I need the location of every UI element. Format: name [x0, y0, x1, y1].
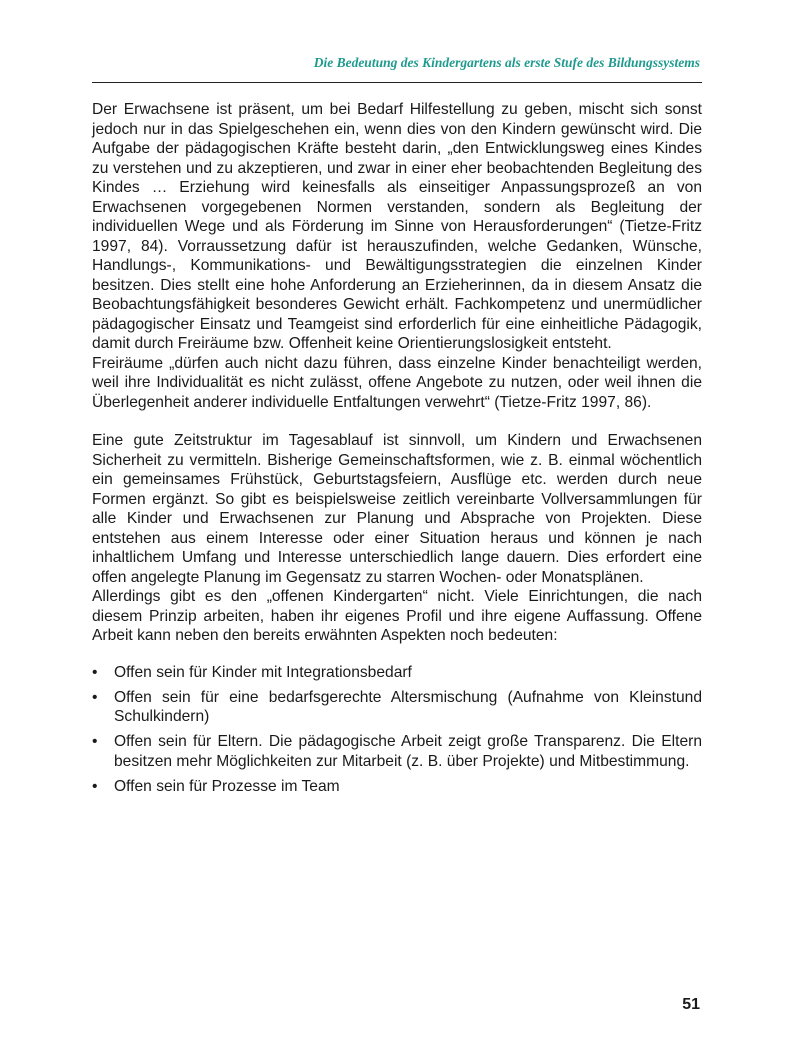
page-number: 51 — [682, 996, 700, 1013]
list-item-text: Offen sein für Eltern. Die pädagogische Arbeit zeigt große Transparenz. Die Eltern besitzen mehr Möglichkeiten zur Mitarbeit (z. B. über Projekte) und Mitbestimmung. — [114, 733, 702, 770]
paragraph: Freiräume „dürfen auch nicht dazu führen, dass einzelne Kinder benachteiligt werden, weil ihre Individualität es nicht zulässt, offene Angebote zu nutzen, oder weil ihnen die Überlegenheit anderer individuelle Entfaltungen verwehrt“ (Tietze-Fritz 1997, 86). — [92, 354, 702, 411]
paragraph: Allerdings gibt es den „offenen Kindergarten“ nicht. Viele Einrichtungen, die nach diesem Prinzip arbeiten, haben ihr eigenes Profil und ihre eigene Auffassung. Offene Arbeit kann neben den bereits erwähnten Aspekten noch bedeuten: — [92, 588, 702, 644]
bullet-icon: • — [92, 733, 98, 750]
main-text — [92, 100, 702, 802]
paragraph: Der Erwachsene ist präsent, um bei Bedarf Hilfestellung zu geben, mischt sich sonst jedoch nur in das Spielgeschehen ein, wenn dies von den Kindern gewünscht wird. Die Aufgabe der pädagogischen Kräfte besteht darin, „den Entwicklungsweg eines Kindes zu verstehen und zu akzeptieren, und zwar in einer eher beobachtenden Begleitung des Kindes … Erziehung wird keinesfalls als einseitiger Anpassungsprozeß an von Erwachsenen vorgegebenen Normen verstanden, sondern als Begleitung der individuellen Wege und als Förderung im Sinne von Herausforderungen“ (Tietze-Fritz 1997, 84). Vorraussetzung dafür ist herauszufinden, welche Gedanken, Wünsche, Handlungs-, Kommunikations- und Bewältigungsstrategien die einzelnen Kinder besitzen. Dies stellt eine hohe Anforderung an Erzieherinnen, da in diesem Ansatz die Beobachtungsfähigkeit besonderes Gewicht erhält. Fachkompetenz und unermüdlicher pädagogischer Einsatz und Teamgeist sind erforderlich für eine einheitliche Pädagogik, damit durch Freiräume bzw. Offenheit keine Orientierungslosigkeit entsteht. — [92, 101, 702, 352]
list-item-text: Offen sein für Kinder mit Integrationsbedarf — [114, 663, 412, 681]
header-divider — [92, 82, 702, 83]
running-header-title: Die Bedeutung des Kindergartens als erste Stufe des Bildungssystems — [313, 55, 700, 70]
list-item — [92, 663, 702, 683]
list-item — [92, 688, 702, 727]
list-item-text: Offen sein für Prozesse im Team — [114, 777, 340, 795]
list-item-text: Offen sein für eine bedarfsgerechte Altersmischung (Aufnahme von Kleinstund Schulkindern) — [114, 688, 702, 725]
bullet-icon: • — [92, 777, 98, 795]
bullet-icon: • — [92, 688, 98, 706]
bullet-icon: • — [92, 663, 98, 681]
list-item — [92, 732, 702, 771]
list-item — [92, 777, 702, 797]
paragraph: Eine gute Zeitstruktur im Tagesablauf ist sinnvoll, um Kindern und Erwachsenen Sicherheit zu vermitteln. Bisherige Gemeinschaftsformen, wie z. B. einmal wöchentlich ein gemeinsames Frühstück, Geburtstagsfeiern, Ausflüge etc. werden durch neue Formen ergänzt. So gibt es beispielsweise zeitlich vereinbarte Vollversammlungen für alle Kinder und Erwachsenen zur Planung und Absprache von Projekten. Diese entstehen aus einem Interesse oder einer Situation heraus und können je nach inhaltlichem Umfang und Interesse unterschiedlich lange dauern. Dies erfordert eine offen angelegte Planung im Gegensatz zu starren Wochen- oder Monatsplänen. — [92, 432, 702, 586]
bullet-list — [92, 663, 702, 797]
